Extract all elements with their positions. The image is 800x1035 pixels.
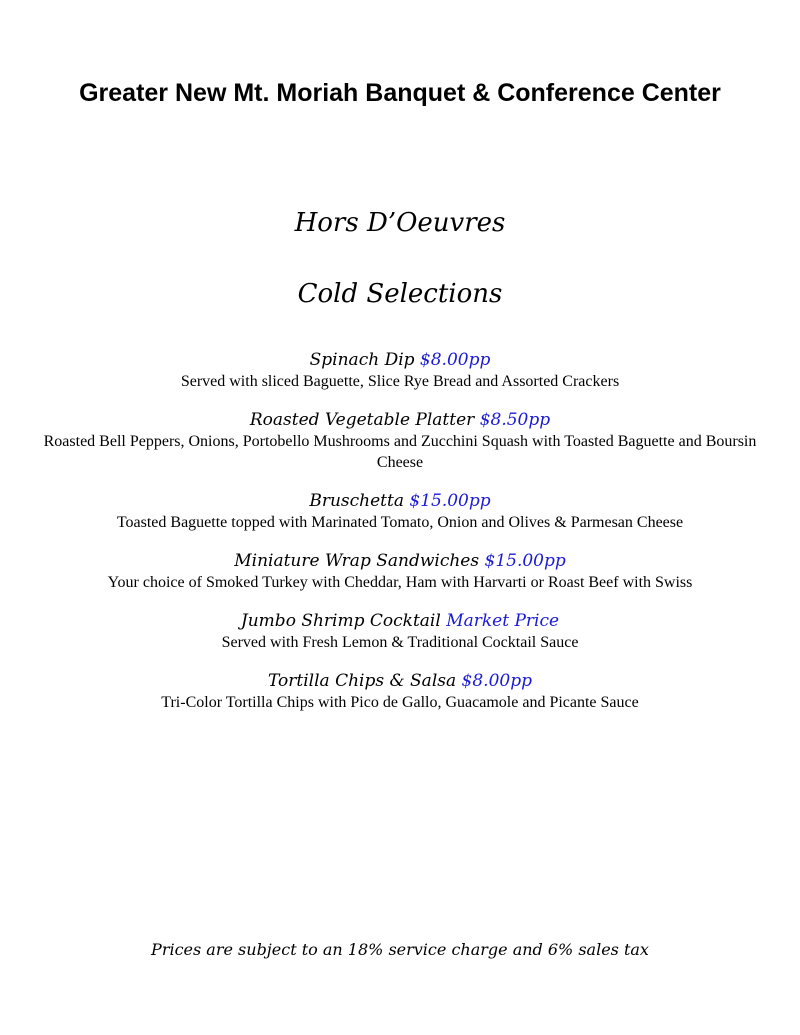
menu-item-name: Bruschetta [309,491,404,511]
menu-item [40,550,760,593]
menu-item-name: Jumbo Shrimp Cocktail [240,611,441,631]
menu-item-price: $8.00pp [419,350,491,370]
menu-item-description: Served with sliced Baguette, Slice Rye Bread and Assorted Crackers [180,373,620,390]
menu-item-name: Spinach Dip [309,350,415,370]
menu-item-name: Tortilla Chips & Salsa [268,671,457,691]
menu-item-name: Roasted Vegetable Platter [249,410,475,430]
section-title-hors-doeuvres: Hors D’Oeuvres [294,208,506,238]
menu-item [40,670,760,713]
menu-item [40,349,760,392]
menu-item [40,610,760,653]
menu-item-price: $15.00pp [484,551,566,571]
menu-item-description: Tri-Color Tortilla Chips with Pico de Gallo, Guacamole and Picante Sauce [161,694,639,711]
menu-item-price: Market Price [446,611,560,631]
menu-item-heading [40,670,760,692]
menu-item-description: Toasted Baguette topped with Marinated Tomato, Onion and Olives & Parmesan Cheese [116,514,684,531]
menu-item-heading [40,490,760,512]
menu-item-price: $8.00pp [461,671,532,691]
section-title-cold-selections: Cold Selections [297,279,503,309]
menu-item-heading [40,409,760,431]
menu-item-description: Your choice of Smoked Turkey with Cheddar, Ham with Harvarti or Roast Beef with Swiss [107,574,693,591]
menu-item [40,490,760,533]
pricing-footnote: Prices are subject to an 18% service charge and 6% sales tax [151,940,649,959]
menu-item [40,409,760,473]
menu-item-name: Miniature Wrap Sandwiches [234,551,480,571]
menu-item-description: Served with Fresh Lemon & Traditional Cocktail Sauce [221,634,579,651]
menu-item-description: Roasted Bell Peppers, Onions, Portobello Mushrooms and Zucchini Squash with Toasted Baguette and Boursin Cheese [43,433,757,471]
menu-item-heading [40,610,760,632]
menu-list [40,349,760,730]
menu-item-price: $8.50pp [479,410,551,430]
menu-item-price: $15.00pp [409,491,491,511]
menu-item-heading [40,349,760,371]
menu-item-heading [40,550,760,572]
venue-title: Greater New Mt. Moriah Banquet & Conference Center [79,79,721,107]
